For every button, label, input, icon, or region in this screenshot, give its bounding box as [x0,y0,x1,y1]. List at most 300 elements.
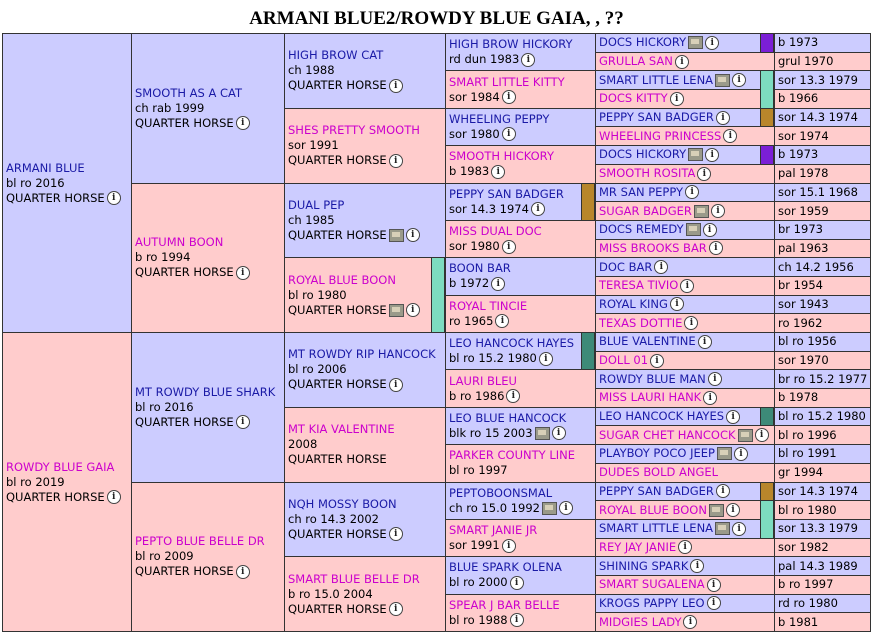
horse-breed: QUARTER HORSE [6,190,105,205]
horse-cell [595,538,775,558]
horse-name-link[interactable]: LEO BLUE HANCOCK [449,410,567,425]
photo-icon[interactable] [715,522,730,535]
horse-detail: grul 1970 [778,54,834,69]
horse-breed: QUARTER HORSE [288,302,387,317]
info-icon[interactable]: i [683,615,697,629]
horse-detail-cell [774,407,871,427]
horse-detail: bl ro 2019 [6,474,65,489]
info-icon[interactable]: i [678,540,692,554]
horse-detail: bl ro 2016 [135,399,194,414]
info-icon[interactable]: i [726,503,740,517]
detail-row [6,176,128,191]
horse-breed: QUARTER HORSE [135,265,234,280]
name-row [599,278,771,293]
horse-name-link[interactable]: LEO HANCOCK HAYES [449,336,575,351]
horse-cell [445,556,596,594]
horse-name-link[interactable]: SUGAR CHET HANCOCK [599,427,736,442]
info-icon[interactable]: i [552,426,566,440]
detail-row [449,501,592,516]
info-icon[interactable]: i [650,354,664,368]
info-icon[interactable]: i [389,378,403,392]
horse-cell [595,164,775,184]
info-icon[interactable]: i [685,185,699,199]
info-icon[interactable]: i [680,279,694,293]
horse-detail: sor 13.3 1979 [778,521,858,536]
name-row [599,147,771,162]
info-icon[interactable]: i [502,240,516,254]
horse-detail: sor 1991 [288,138,339,153]
horse-detail: b 1978 [778,390,819,405]
horse-cell [445,70,596,108]
name-row [288,48,442,63]
detail-row [449,202,592,217]
breed-row [288,527,442,542]
horse-detail: rd dun 1983 [449,52,520,67]
horse-cell [595,52,775,72]
detail-row [135,400,281,415]
horse-cell [445,108,596,146]
horse-name-link[interactable]: MT ROWDY BLUE SHARK [135,384,276,399]
horse-name-link[interactable]: DUDES BOLD ANGEL [599,465,719,480]
horse-name-link[interactable]: DOCS HICKORY [599,35,687,50]
detail-row [288,437,442,452]
horse-name-link[interactable]: MISS LAURI HANK [599,390,702,405]
horse-detail: b 1966 [778,91,819,106]
name-row [449,299,592,314]
horse-detail: bl ro 1996 [778,427,837,442]
info-icon[interactable]: i [734,447,748,461]
detail-row [449,127,592,142]
info-icon[interactable]: i [716,111,730,125]
horse-cell [445,519,596,557]
horse-cell [445,295,596,333]
horse-name-link[interactable]: AUTUMN BOON [135,235,224,250]
info-icon[interactable]: i [707,596,721,610]
horse-name-link[interactable]: DUAL PEP [288,197,345,212]
detail-row [449,351,592,366]
detail-row [449,276,592,291]
horse-detail-cell [774,425,871,445]
horse-name-link[interactable]: SMOOTH ROSITA [599,166,696,181]
photo-icon[interactable] [688,36,703,49]
horse-cell [445,33,596,71]
horse-cell [284,332,446,408]
name-row [599,35,771,50]
name-row [599,73,771,88]
horse-breed: QUARTER HORSE [288,153,387,168]
name-row [449,448,592,463]
horse-name-link[interactable]: WHEELING PEPPY [449,111,550,126]
breed-row [135,415,281,430]
name-row [599,91,771,106]
horse-detail: sor 13.3 1979 [778,72,858,87]
horse-cell [2,33,132,333]
info-icon[interactable]: i [732,73,746,87]
horse-name-link[interactable]: BLUE VALENTINE [599,334,696,349]
horse-name-link[interactable]: SMART JANIE JR [449,523,538,538]
info-icon[interactable]: i [495,314,509,328]
name-row [599,540,771,555]
detail-row [288,138,442,153]
photo-icon[interactable] [389,304,404,317]
horse-name-link[interactable]: MIDGIES LADY [599,614,682,629]
name-row [135,86,281,101]
horse-cell [595,295,775,315]
horse-breed: QUARTER HORSE [288,452,387,467]
horse-name-link[interactable]: SMART SUGALENA [599,577,705,592]
info-icon[interactable]: i [726,410,740,424]
horse-detail-cell [774,313,871,333]
horse-name-link[interactable]: WHEELING PRINCESS [599,128,722,143]
breed-row [135,564,281,579]
info-icon[interactable]: i [703,223,717,237]
breed-row [6,490,128,505]
photo-icon[interactable] [717,447,732,460]
horse-detail: bl ro 2016 [6,175,65,190]
horse-name-link[interactable]: KROGS PAPPY LEO [599,595,705,610]
horse-cell [595,145,775,165]
info-icon[interactable]: i [491,165,505,179]
info-icon[interactable]: i [236,415,250,429]
info-icon[interactable]: i [506,389,520,403]
horse-name-link[interactable]: PARKER COUNTY LINE [449,448,575,463]
info-icon[interactable]: i [406,303,420,317]
info-icon[interactable]: i [502,127,516,141]
horse-detail-cell [774,332,871,352]
pedigree-table [2,33,871,631]
breed-row [288,228,442,243]
photo-icon[interactable] [542,502,557,515]
info-icon[interactable]: i [690,559,704,573]
horse-detail: bl ro 15.2 1980 [449,351,537,366]
horse-name-link[interactable]: DOCS REMEDY [599,222,684,237]
horse-detail: sor 14.3 1974 [778,483,858,498]
horse-cell [445,407,596,445]
horse-detail: bl ro 1997 [449,463,508,478]
name-row [599,204,771,219]
horse-cell [595,407,775,427]
name-row [599,503,771,518]
info-icon[interactable]: i [107,191,121,205]
horse-name-link[interactable]: ROYAL BLUE BOON [599,502,707,517]
info-icon[interactable]: i [502,539,516,553]
horse-name-link[interactable]: BOON BAR [449,261,511,276]
detail-row [288,512,442,527]
horse-detail: b 1973 [778,35,819,50]
horse-name-link[interactable]: GRULLA SAN [599,54,673,69]
horse-cell [445,444,596,482]
name-row [449,336,592,351]
name-row [449,486,592,501]
horse-breed: QUARTER HORSE [135,564,234,579]
horse-cell [445,482,596,520]
horse-detail-cell [774,52,871,72]
info-icon[interactable]: i [389,79,403,93]
detail-row [288,63,442,78]
detail-row [449,575,592,590]
horse-detail: rd ro 1980 [778,595,838,610]
horse-detail: bl ro 1980 [288,287,347,302]
info-icon[interactable]: i [389,602,403,616]
info-icon[interactable]: i [684,316,698,330]
horse-name-link[interactable]: ROYAL BLUE BOON [288,272,396,287]
horse-name-link[interactable]: ROWDY BLUE GAIA [6,459,115,474]
horse-detail: pal 14.3 1989 [778,558,858,573]
horse-name-link[interactable]: SMART LITTLE KITTY [449,74,565,89]
horse-name-link[interactable]: DOC BAR [599,259,653,274]
detail-row [288,213,442,228]
info-icon[interactable]: i [236,565,250,579]
horse-name-link[interactable]: ROYAL KING [599,296,668,311]
info-icon[interactable]: i [705,36,719,50]
name-row [599,185,771,200]
horse-cell [595,463,775,483]
name-row [6,460,128,475]
info-icon[interactable]: i [107,490,121,504]
name-row [288,273,442,288]
horse-detail: ch ro 14.3 2002 [288,511,379,526]
horse-name-link[interactable]: LEO HANCOCK HAYES [599,409,725,424]
name-row [449,411,592,426]
horse-name-link[interactable]: NQH MOSSY BOON [288,496,397,511]
name-row [288,497,442,512]
info-icon[interactable]: i [236,266,250,280]
horse-name-link[interactable]: PLAYBOY POCO JEEP [599,446,715,461]
name-row [288,198,442,213]
horse-detail: b ro 1994 [135,250,191,265]
horse-detail: gr 1994 [778,465,823,480]
horse-detail-cell [774,538,871,558]
color-marker [760,407,774,427]
name-row [449,149,592,164]
horse-cell [595,276,775,296]
horse-detail: ro 1962 [778,315,823,330]
name-row [599,166,771,181]
info-icon[interactable]: i [707,578,721,592]
name-row [288,347,442,362]
name-row [449,187,592,202]
horse-detail: b 1983 [449,164,490,179]
horse-name-link[interactable]: PEPPY SAN BADGER [449,186,564,201]
horse-breed: QUARTER HORSE [288,227,387,242]
horse-name-link[interactable]: SPEAR J BAR BELLE [449,597,560,612]
horse-name-link[interactable]: PEPPY SAN BADGER [599,110,714,125]
info-icon[interactable]: i [531,202,545,216]
name-row [599,353,771,368]
name-row [288,572,442,587]
detail-row [449,164,592,179]
name-row [288,422,442,437]
horse-cell [595,556,775,576]
info-icon[interactable]: i [236,116,250,130]
info-icon[interactable]: i [510,613,524,627]
name-row [449,598,592,613]
horse-detail: sor 1974 [778,128,829,143]
horse-detail-cell [774,482,871,502]
info-icon[interactable]: i [559,501,573,515]
info-icon[interactable]: i [510,576,524,590]
photo-icon[interactable] [715,74,730,87]
horse-detail: b 1972 [449,276,490,291]
horse-name-link[interactable]: SUGAR BADGER [599,203,692,218]
horse-detail: bl ro 15.2 1980 [778,409,866,424]
horse-detail: b 1973 [778,147,819,162]
photo-icon[interactable] [738,429,753,442]
horse-detail: br 1954 [778,278,823,293]
info-icon[interactable]: i [389,527,403,541]
horse-detail-cell [774,369,871,389]
horse-name-link[interactable]: PEPTO BLUE BELLE DR [135,534,265,549]
horse-detail: 2008 [288,437,318,452]
info-icon[interactable]: i [708,372,722,386]
info-icon[interactable]: i [711,204,725,218]
info-icon[interactable]: i [675,55,689,69]
photo-icon[interactable] [694,205,709,218]
horse-name-link[interactable]: DOCS HICKORY [599,147,687,162]
horse-breed: QUARTER HORSE [288,377,387,392]
name-row [449,37,592,52]
info-icon[interactable]: i [723,129,737,143]
horse-detail-cell [774,239,871,259]
detail-row [449,426,592,441]
info-icon[interactable]: i [502,90,516,104]
color-marker [760,500,774,538]
detail-row [135,250,281,265]
horse-name-link[interactable]: ARMANI BLUE [6,160,85,175]
color-marker [431,257,445,333]
horse-detail: ch rab 1999 [135,100,205,115]
horse-name-link[interactable]: SMART LITTLE LENA [599,521,714,536]
horse-cell [595,332,775,352]
horse-cell [595,183,775,203]
horse-cell [595,519,775,539]
horse-detail: sor 1982 [778,539,829,554]
horse-detail: b ro 15.0 2004 [288,586,373,601]
detail-row [288,288,442,303]
info-icon[interactable]: i [670,297,684,311]
detail-row [288,587,442,602]
detail-row [449,463,592,478]
horse-name-link[interactable]: SMART LITTLE LENA [599,72,714,87]
horse-detail-cell [774,108,871,128]
horse-detail: br 1973 [778,222,823,237]
name-row [449,261,592,276]
horse-name-link[interactable]: SHINING SPARK [599,558,689,573]
horse-cell [284,108,446,184]
horse-name-link[interactable]: ROWDY BLUE MAN [599,371,706,386]
horse-name-link[interactable]: MR SAN PEPPY [599,184,684,199]
horse-name-link[interactable]: SHES PRETTY SMOOTH [288,123,420,138]
horse-name-link[interactable]: REY JAY JANIE [599,539,677,554]
info-icon[interactable]: i [491,277,505,291]
horse-name-link[interactable]: DOCS KITTY [599,91,668,106]
name-row [135,235,281,250]
horse-detail: bl ro 2000 [449,575,508,590]
horse-detail-cell [774,183,871,203]
horse-name-link[interactable]: SMOOTH HICKORY [449,149,554,164]
breed-row [288,377,442,392]
info-icon[interactable]: i [705,148,719,162]
name-row [449,75,592,90]
info-icon[interactable]: i [703,391,717,405]
horse-name-link[interactable]: MISS DUAL DOC [449,224,542,239]
horse-detail-cell [774,500,871,520]
horse-detail: ro 1965 [449,313,494,328]
horse-name-link[interactable]: DOLL 01 [599,353,649,368]
horse-name-link[interactable]: TERESA TIVIO [599,278,679,293]
breed-row [6,191,128,206]
name-row [599,260,771,275]
horse-name-link[interactable]: SMOOTH AS A CAT [135,85,243,100]
horse-cell [595,257,775,277]
name-row [599,409,771,424]
info-icon[interactable]: i [654,260,668,274]
detail-row [449,239,592,254]
color-marker [760,108,774,128]
info-icon[interactable]: i [670,92,684,106]
info-icon[interactable]: i [732,522,746,536]
photo-icon[interactable] [709,504,724,517]
horse-name-link[interactable]: ROYAL TINCIE [449,298,528,313]
photo-icon[interactable] [535,427,550,440]
photo-icon[interactable] [686,223,701,236]
info-icon[interactable]: i [521,53,535,67]
horse-cell [595,388,775,408]
info-icon[interactable]: i [716,484,730,498]
color-marker [760,482,774,502]
horse-detail-cell [774,351,871,371]
horse-cell [284,33,446,109]
name-row [599,372,771,387]
info-icon[interactable]: i [697,167,711,181]
info-icon[interactable]: i [406,228,420,242]
horse-name-link[interactable]: LAURI BLEU [449,373,517,388]
name-row [449,523,592,538]
horse-detail-cell [774,575,871,595]
info-icon[interactable]: i [698,335,712,349]
horse-name-link[interactable]: MISS BROOKS BAR [599,240,707,255]
horse-cell [595,444,775,464]
info-icon[interactable]: i [709,241,723,255]
info-icon[interactable]: i [389,154,403,168]
horse-name-link[interactable]: HIGH BROW CAT [288,48,384,63]
photo-icon[interactable] [688,148,703,161]
horse-detail-cell [774,89,871,109]
horse-name-link[interactable]: HIGH BROW HICKORY [449,37,573,52]
horse-name-link[interactable]: PEPPY SAN BADGER [599,483,714,498]
info-icon[interactable]: i [755,428,769,442]
horse-name-link[interactable]: MT KIA VALENTINE [288,422,395,437]
horse-detail: blk ro 15 2003 [449,425,533,440]
horse-name-link[interactable]: BLUE SPARK OLENA [449,560,562,575]
horse-name-link[interactable]: MT ROWDY RIP HANCOCK [288,347,436,362]
horse-cell [595,351,775,371]
horse-cell [595,126,775,146]
name-row [449,560,592,575]
name-row [599,559,771,574]
horse-detail: sor 1991 [449,538,500,553]
horse-detail: sor 14.3 1974 [449,201,529,216]
horse-name-link[interactable]: SMART BLUE BELLE DR [288,571,420,586]
horse-cell [595,594,775,614]
horse-name-link[interactable]: PEPTOBOONSMAL [449,485,553,500]
horse-detail-cell [774,276,871,296]
photo-icon[interactable] [389,229,404,242]
horse-breed: QUARTER HORSE [135,414,234,429]
info-icon[interactable]: i [539,352,553,366]
breed-row [288,303,442,318]
horse-name-link[interactable]: TEXAS DOTTIE [599,315,683,330]
